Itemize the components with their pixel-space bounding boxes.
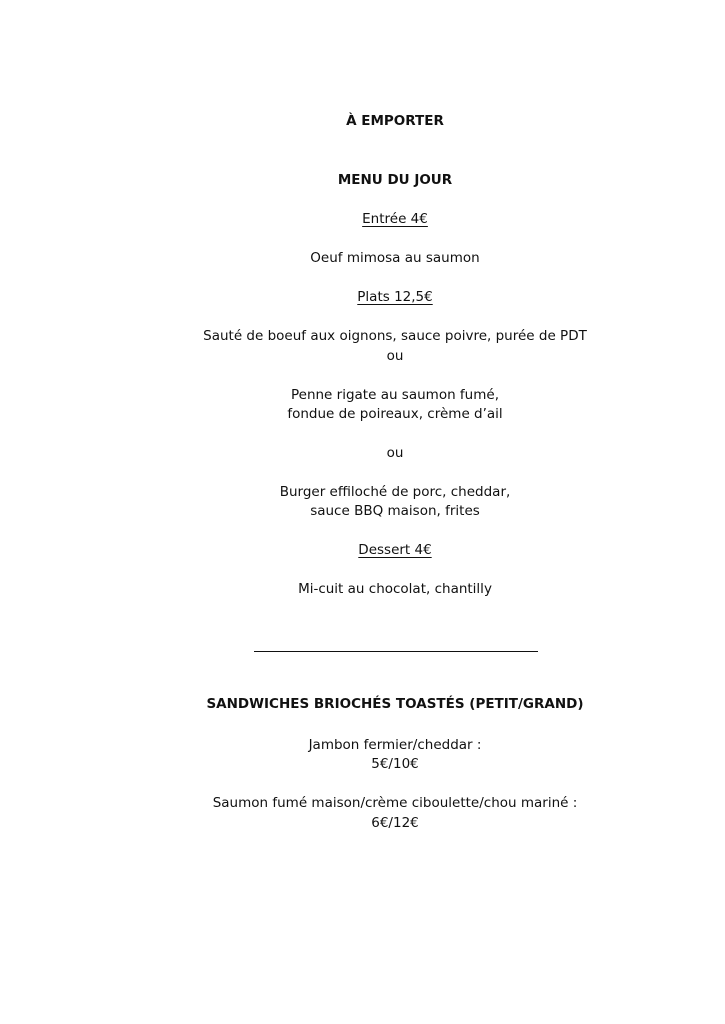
main-option-3-line-2: sauce BBQ maison, frites xyxy=(310,503,480,519)
starter-heading-text: Entrée 4€ xyxy=(362,211,428,227)
mains-heading xyxy=(0,287,725,307)
main-option-3-line-1: Burger effiloché de porc, cheddar, xyxy=(279,484,511,500)
starter-item: Oeuf mimosa au saumon xyxy=(310,250,480,266)
dessert-item: Mi-cuit au chocolat, chantilly xyxy=(298,581,492,597)
takeaway-title: À EMPORTER xyxy=(346,113,444,129)
dessert-heading-text: Dessert 4€ xyxy=(358,542,432,558)
mains-heading-text: Plats 12,5€ xyxy=(357,289,433,305)
sandwich-2-name: Saumon fumé maison/crème ciboulette/chou mariné : xyxy=(212,795,578,811)
main-option-2-line-1: Penne rigate au saumon fumé, xyxy=(290,387,499,403)
main-option-1: Sauté de boeuf aux oignons, sauce poivre, purée de PDT xyxy=(203,328,587,344)
menu-title: MENU DU JOUR xyxy=(337,172,453,188)
sandwich-2-price: 6€/12€ xyxy=(371,815,419,831)
sandwich-1-price: 5€/10€ xyxy=(371,756,419,772)
sandwiches-title: SANDWICHES BRIOCHÉS TOASTÉS (PETIT/GRAND) xyxy=(206,696,584,712)
main-or-1: ou xyxy=(386,348,404,364)
dessert-heading xyxy=(0,540,725,560)
starter-heading xyxy=(0,209,725,229)
main-option-2-line-2: fondue de poireaux, crème d’ail xyxy=(287,406,503,422)
section-divider xyxy=(254,651,538,652)
main-or-2: ou xyxy=(386,445,404,461)
sandwich-1-name: Jambon fermier/cheddar : xyxy=(308,737,482,753)
